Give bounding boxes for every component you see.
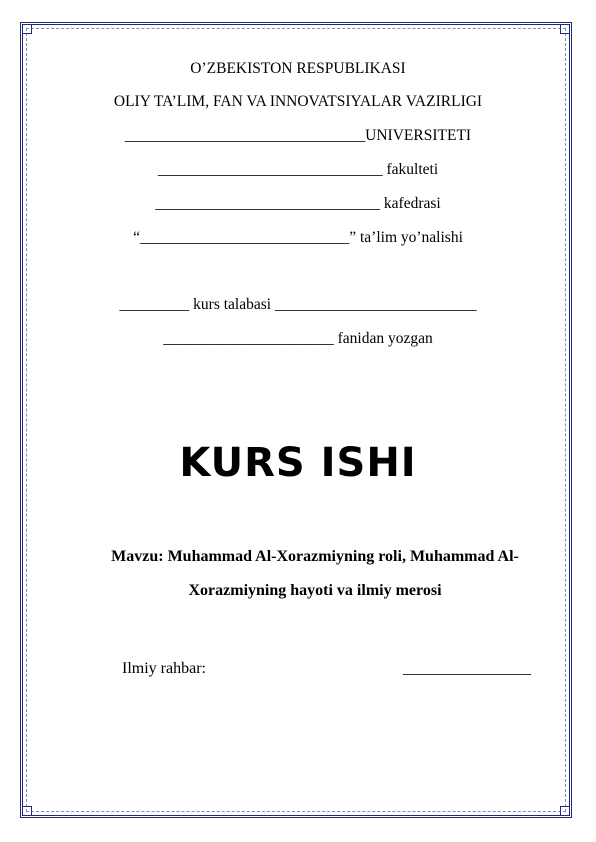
- university-line: _______________________________UNIVERSITETI: [124, 127, 472, 144]
- border-corner-bottom-left: [22, 806, 32, 816]
- border-corner-top-left: [22, 24, 32, 34]
- topic-text: Mavzu: Muhammad Al-Xorazmiyning roli, Muhammad Al-Xorazmiyning hayoti va ilmiy merosi: [111, 548, 519, 599]
- subject-line: ______________________ fanidan yozgan: [163, 330, 433, 347]
- student-line: _________ kurs talabasi __________________________: [119, 296, 477, 313]
- faculty-line: _____________________________ fakulteti: [157, 161, 439, 178]
- document-title: KURS ISHI: [179, 440, 417, 486]
- border-corner-top-right: [560, 24, 570, 34]
- ministry-heading: OLIY TA’LIM, FAN VA INNOVATSIYALAR VAZIRLIGI: [113, 93, 483, 110]
- direction-line: “___________________________” ta’lim yo’nalishi: [133, 229, 463, 246]
- supervisor-blank: ________________: [403, 660, 531, 677]
- page-border-inner: [26, 28, 566, 812]
- republic-heading: O’ZBEKISTON RESPUBLIKASI: [190, 60, 406, 77]
- border-corner-bottom-right: [560, 806, 570, 816]
- department-line: _____________________________ kafedrasi: [155, 195, 441, 212]
- supervisor-label: Ilmiy rahbar:: [122, 660, 206, 677]
